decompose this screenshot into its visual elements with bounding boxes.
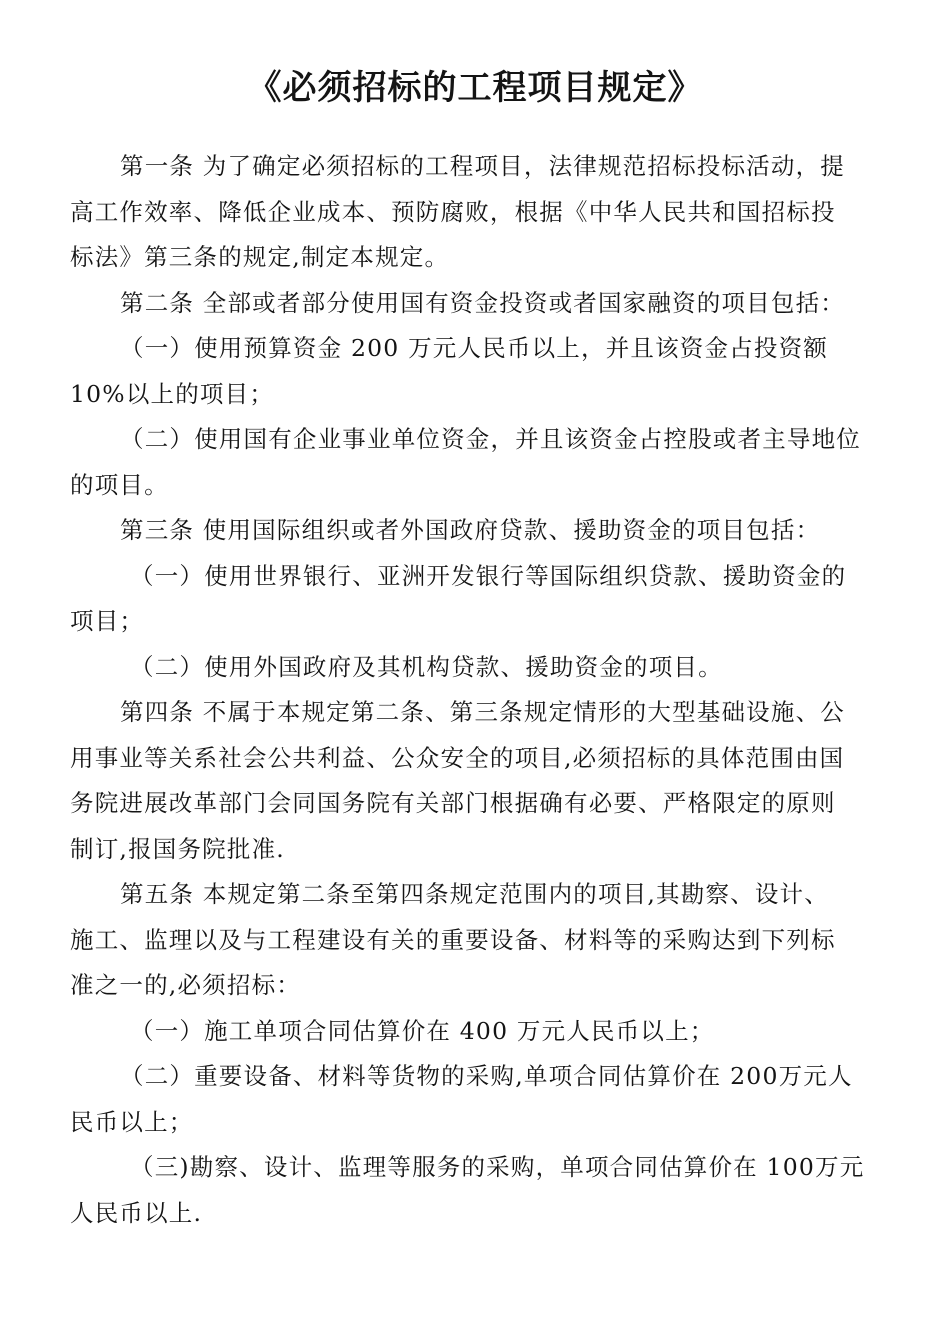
article-2-item-1-line-2: 10%以上的项目； [70, 379, 275, 408]
document-title: 《必须招标的工程项目规定》 [247, 68, 703, 108]
article-5-item-3-line-1: （三)勘察、设计、监理等服务的采购，单项合同估算价在 100万元 [130, 1153, 865, 1181]
article-4-line-4: 制订,报国务院批准. [70, 834, 285, 863]
article-2-item-2-line-2: 的项目。 [70, 470, 169, 499]
article-2-line-1: 第二条 全部或者部分使用国有资金投资或者国家融资的项目包括： [120, 288, 845, 317]
article-3-item-1-line-1: （一）使用世界银行、亚洲开发银行等国际组织贷款、援助资金的 [130, 561, 847, 590]
article-2-item-2-line-1: （二）使用国有企业事业单位资金，并且该资金占控股或者主导地位 [120, 425, 861, 453]
article-5-item-1-line-1: （一）施工单项合同估算价在 400 万元人民币以上； [130, 1016, 715, 1045]
article-2-item-1-line-1: （一）使用预算资金 200 万元人民币以上，并且该资金占投资额 [120, 334, 828, 362]
document-body [70, 144, 880, 1236]
article-5-line-3: 准之一的,必须招标： [70, 971, 301, 999]
article-3-item-2-line-1: （二）使用外国政府及其机构贷款、援助资金的项目。 [130, 652, 723, 681]
article-5-item-2-line-2: 民币以上； [70, 1107, 194, 1136]
article-1-line-2: 高工作效率、降低企业成本、预防腐败，根据《中华人民共和国招标投 [70, 197, 836, 226]
article-5-line-1: 第五条 本规定第二条至第四条规定范围内的项目,其勘察、设计、 [120, 880, 829, 908]
article-4-line-2: 用事业等关系社会公共利益、公众安全的项目,必须招标的具体范围由国 [70, 743, 845, 772]
article-5-line-2: 施工、监理以及与工程建设有关的重要设备、材料等的采购达到下列标 [70, 925, 836, 954]
article-3-item-1-line-2: 项目； [70, 607, 145, 635]
article-1-line-3: 标法》第三条的规定,制定本规定。 [70, 243, 450, 271]
article-4-line-1: 第四条 不属于本规定第二条、第三条规定情形的大型基础设施、公 [120, 698, 845, 726]
article-3-line-1: 第三条 使用国际组织或者外国政府贷款、援助资金的项目包括： [120, 516, 821, 544]
article-5-item-3-line-2: 人民币以上. [70, 1198, 203, 1227]
article-5-item-2-line-1: （二）重要设备、材料等货物的采购,单项合同估算价在 200万元人 [120, 1062, 853, 1090]
article-4-line-3: 务院进展改革部门会同国务院有关部门根据确有必要、严格限定的原则 [70, 789, 836, 817]
article-1-line-1: 第一条 为了确定必须招标的工程项目，法律规范招标投标活动，提 [120, 152, 845, 180]
